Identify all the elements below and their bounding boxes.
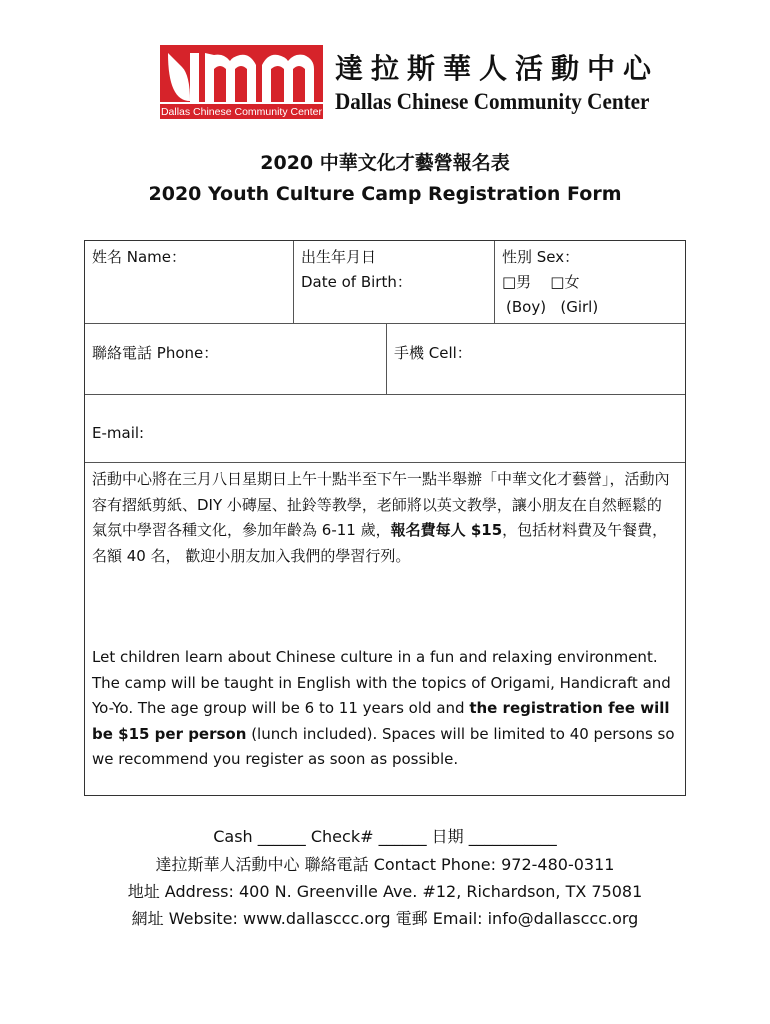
description-en [92, 645, 675, 773]
dob-field[interactable] [294, 241, 494, 323]
payment-line: Cash ______ Check# ______ 日期 ___________ [213, 827, 557, 846]
org-name-zh: 達拉斯華人活動中心 [335, 52, 660, 85]
logo-caption: Dallas Chinese Community Center [160, 102, 323, 119]
form-title-en: 2020 Youth Culture Camp Registration Form [148, 183, 622, 205]
fee-highlight-zh: 報名費每人 $15 [390, 521, 503, 539]
form-title-zh: 2020 中華文化才藝營報名表 [260, 152, 510, 174]
registration-form [84, 240, 686, 796]
description-en-text: Let children learn about Chinese culture in a fun and relaxing environment. The camp will be taught in English with the topics of Origami, Handicraft and Yo-Yo. The age group will be 6 to 11 years old and [92, 648, 671, 717]
phone-field[interactable] [85, 337, 385, 387]
girl-checkbox[interactable]: □女 [550, 273, 580, 291]
logo [160, 45, 660, 125]
cell-label: 手機 Cell： [394, 344, 472, 362]
girl-label: (Girl) [560, 298, 599, 316]
org-name-en: Dallas Chinese Community Center [335, 89, 650, 114]
phone-label: 聯絡電話 Phone： [92, 344, 219, 362]
boy-label: (Boy) [506, 298, 547, 316]
logo-mark [160, 45, 323, 119]
cell-field[interactable] [387, 337, 677, 387]
email-label: E-mail: [92, 424, 145, 442]
sex-field [495, 241, 685, 323]
description-zh-text: 活動中心將在三月八日星期日上午十點半至下午一點半舉辦「中華文化才藝營」，活動內容有摺紙剪紙、DIY 小磚屋、扯鈴等教學，老師將以英文教學，讓小朋友在自然輕鬆的氣氛中學習各種文化，參加年齡為 6-11 歲， [92, 470, 670, 539]
dob-label-en: Date of Birth： [301, 273, 412, 291]
sex-label: 性別 Sex： [502, 248, 580, 266]
description-zh-text-end: ，包括材料費及午餐費， 名額 40 名， 歡迎小朋友加入我們的學習行列。 [92, 521, 668, 565]
boy-checkbox[interactable]: □男 [502, 273, 532, 291]
dob-label-zh: 出生年月日 [301, 248, 377, 266]
description-zh [92, 467, 675, 569]
web-line: 網址 Website: www.dallasccc.org 電郵 Email: info@dallasccc.org [131, 909, 639, 928]
name-field[interactable] [85, 241, 293, 323]
email-field[interactable] [85, 417, 685, 457]
divider [85, 394, 685, 395]
address-line: 地址 Address: 400 N. Greenville Ave. #12, Richardson, TX 75081 [127, 882, 643, 901]
name-label: 姓名 Name： [92, 248, 187, 266]
divider [85, 462, 685, 463]
contact-line: 達拉斯華人活動中心 聯絡電話 Contact Phone: 972-480-0311 [155, 855, 615, 874]
description-en-text-end: (lunch included). Spaces will be limited to 40 persons so we recommend you register as soon as possible. [92, 724, 675, 768]
fee-highlight-en: the registration fee will be $15 per person [92, 699, 670, 743]
divider [85, 323, 685, 324]
